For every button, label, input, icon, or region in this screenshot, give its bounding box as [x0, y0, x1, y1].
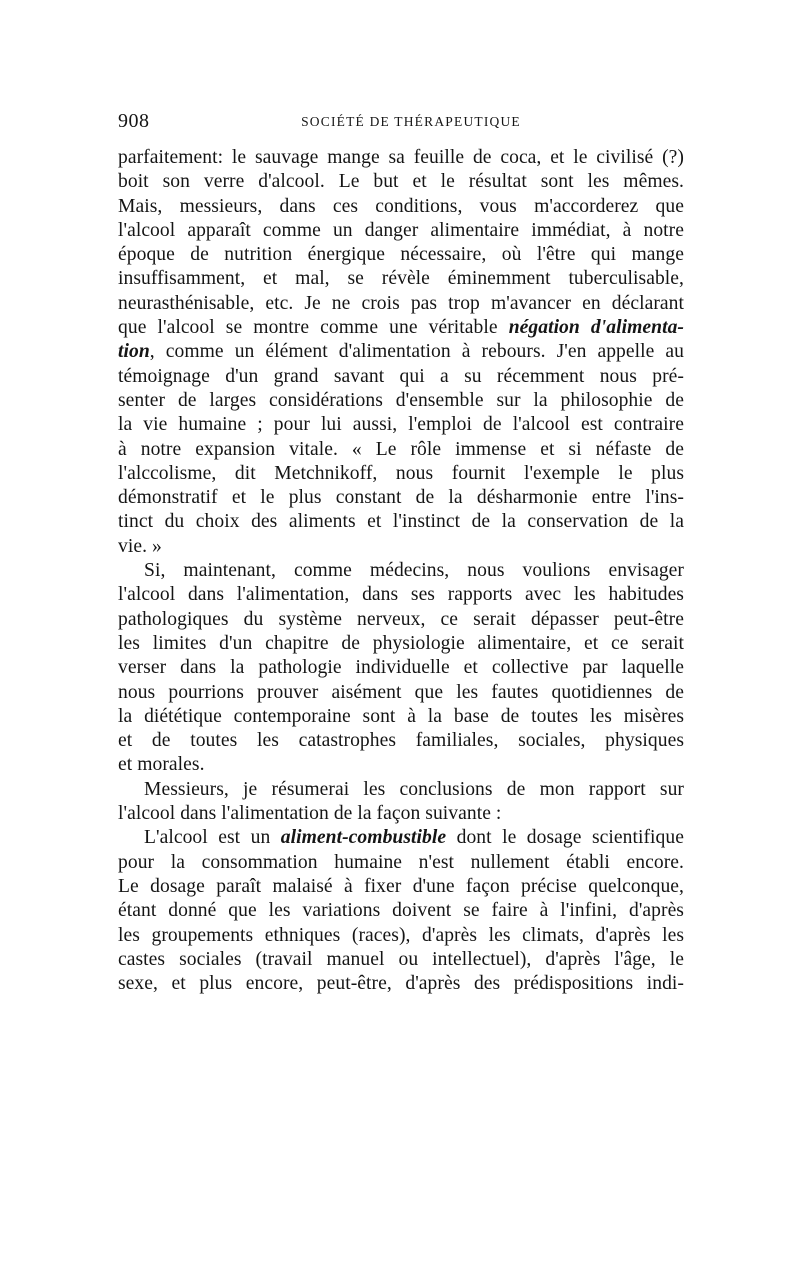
text-line: Le dosage paraît malaisé à fixer d'une façon précise quelconque,: [118, 875, 684, 897]
paragraph: [118, 559, 684, 778]
text-run: L'alcool est un: [144, 827, 281, 849]
text-line: Si, maintenant, comme médecins, nous voulions envisager: [144, 560, 684, 582]
text-line: époque de nutrition énergique nécessaire, où l'être qui mange: [118, 244, 684, 266]
text-line: vie. »: [118, 535, 162, 557]
text-line: pathologiques du système nerveux, ce serait dépasser peut-être: [118, 608, 684, 630]
running-header: [118, 110, 684, 136]
text-line: les groupements ethniques (races), d'après les climats, d'après les: [118, 924, 684, 946]
text-line: l'alcool dans l'alimentation, dans ses rapports avec les habitudes: [118, 584, 684, 606]
text-line: l'alccolisme, dit Metchnikoff, nous fournit l'exemple le plus: [118, 462, 684, 484]
emphasized-term: tion: [118, 341, 150, 363]
text-line: démonstratif et le plus constant de la désharmonie entre l'ins-: [118, 487, 684, 509]
text-line: et de toutes les catastrophes familiales, sociales, physiques: [118, 730, 684, 752]
text-line: l'alcool apparaît comme un danger alimentaire immédiat, à notre: [118, 219, 684, 241]
text-line: à notre expansion vitale. « Le rôle immense et si néfaste de: [118, 438, 684, 460]
text-run: que l'alcool se montre comme une véritable: [118, 317, 509, 339]
page-number: 908: [118, 110, 150, 132]
text-line: sexe, et plus encore, peut-être, d'après des prédispositions indi-: [118, 973, 684, 995]
text-line: [118, 340, 684, 364]
text-line: tinct du choix des aliments et l'instinct de la conservation de la: [118, 511, 684, 533]
paragraph: [118, 826, 684, 996]
text-line: et morales.: [118, 754, 205, 776]
text-line: la vie humaine ; pour lui aussi, l'emploi de l'alcool est contraire: [118, 414, 684, 436]
text-line: boit son verre d'alcool. Le but et le résultat sont les mêmes.: [118, 171, 684, 193]
text-line: insuffisamment, et mal, se révèle éminemment tuberculisable,: [118, 268, 684, 290]
text-line: senter de larges considérations d'ensemble sur la philosophie de: [118, 389, 684, 411]
text-line: Mais, messieurs, dans ces conditions, vous m'accorderez que: [118, 195, 684, 217]
text-line: la diététique contemporaine sont à la base de toutes les misères: [118, 705, 684, 727]
text-line: Messieurs, je résumerai les conclusions de mon rapport sur: [144, 778, 684, 800]
text-line: neurasthénisable, etc. Je ne crois pas trop m'avancer en déclarant: [118, 292, 684, 314]
book-page: [118, 110, 684, 996]
text-run: , comme un élément d'alimentation à rebours. J'en appelle au: [149, 341, 684, 363]
text-line: [118, 316, 684, 340]
text-line: témoignage d'un grand savant qui a su récemment nous pré-: [118, 365, 684, 387]
text-line: verser dans la pathologie individuelle et collective par laquelle: [118, 657, 684, 679]
text-line: les limites d'un chapitre de physiologie alimentaire, et ce serait: [118, 632, 684, 654]
emphasized-term: négation d'alimenta-: [508, 317, 684, 339]
paragraph: [118, 146, 684, 559]
body-text: [118, 146, 684, 996]
text-line: nous pourrions prouver aisément que les fautes quotidiennes de: [118, 681, 684, 703]
text-line: [118, 826, 684, 850]
text-line: l'alcool dans l'alimentation de la façon suivante :: [118, 803, 502, 825]
running-title: SOCIÉTÉ DE THÉRAPEUTIQUE: [301, 114, 521, 129]
paragraph: [118, 778, 684, 827]
text-line: parfaitement: le sauvage mange sa feuille de coca, et le civilisé (?): [118, 147, 684, 168]
text-run: dont le dosage scientifique: [446, 827, 684, 849]
emphasized-term: aliment-combustible: [280, 827, 447, 849]
text-line: pour la consommation humaine n'est nullement établi encore.: [118, 851, 684, 873]
text-line: étant donné que les variations doivent se faire à l'infini, d'après: [118, 900, 684, 922]
text-line: castes sociales (travail manuel ou intellectuel), d'après l'âge, le: [118, 948, 684, 970]
